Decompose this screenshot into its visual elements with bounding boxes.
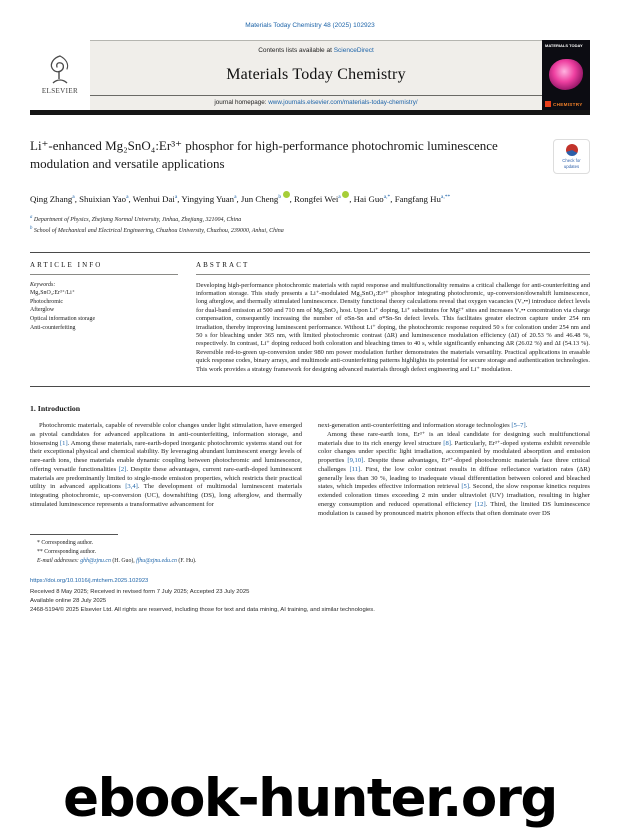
affiliation-text: Department of Physics, Zhejiang Normal University, Jinhua, Zhejiang, 321004, China — [32, 217, 242, 224]
info-abstract-section — [30, 252, 590, 387]
author-name: Yingying Yuan — [181, 194, 235, 205]
elsevier-tree-icon — [47, 55, 73, 85]
author-separator: , — [74, 194, 80, 205]
received-dates: Received 8 May 2025; Received in revised form 7 July 2025; Accepted 23 July 2025 — [30, 589, 250, 596]
footnote-rule — [30, 534, 118, 535]
affiliation — [30, 214, 590, 225]
copyright-line: 2468-5194/© 2025 Elsevier Ltd. All rights are reserved, including those for text and data mining, AI training, and similar technologies. — [30, 606, 375, 613]
author-separator: , — [236, 194, 241, 205]
abstract-column — [196, 261, 590, 374]
affiliation-superscript: a — [126, 194, 129, 201]
keyword: Photochromic — [30, 298, 64, 305]
available-online: Available online 28 July 2025 — [30, 598, 107, 605]
citation-ref[interactable]: [8] — [443, 439, 451, 447]
affiliation-superscript: a,* — [383, 194, 391, 201]
affiliation-superscript: a — [72, 194, 75, 201]
affiliation-superscript: a,** — [440, 194, 451, 201]
keyword: Optical information storage — [30, 316, 96, 323]
journal-homepage-link[interactable]: www.journals.elsevier.com/materials-today-chemistry/ — [268, 99, 418, 106]
author-name: Jun Cheng — [240, 194, 279, 205]
citation-ref[interactable]: [12] — [474, 500, 486, 508]
journal-title: Materials Today Chemistry — [226, 65, 406, 83]
homepage-label: journal homepage: — [214, 99, 269, 106]
affiliation-list — [30, 214, 590, 237]
author — [79, 194, 133, 204]
footnotes — [30, 534, 590, 565]
intro-paragraph-1: Photochromic materials, capable of reversible color changes under light stimulation, have emerged as pivotal candidates for advanced applications in anti-counterfeiting, information storage, and biosensing [1]. Among these materials, rare-earth-doped inorganic photochromic systems stand out for their exceptional physical and chemical stability. By leveraging abundant luminescent energy levels of rare-earth ions, these materials enable dynamic coupling between photochromic and luminescence, offering versatile functionalities [2]. Despite these advantages, current rare-earth-doped luminescent materials are predominantly limited to single-mode emission properties, which restricts their practical utility in advanced applications [3,4]. The development of multimodal luminescent materials integrating photochromic, up-conversion (UC), downshifting (DS), long afterglow, and thermally stimulated luminescence represents a transformative advancement for — [30, 421, 303, 508]
cover-journal-name: CHEMISTRY — [545, 101, 587, 107]
affiliation-superscript: a — [174, 194, 178, 201]
citation-ref[interactable]: [5] — [461, 483, 470, 491]
keyword: Mg₂SnO₄:Er³⁺/Li⁺ — [30, 289, 75, 296]
ebook-hunter-watermark: ebook-hunter.org — [63, 768, 557, 829]
intro-paragraph-1-continued: next-generation anti-counterfeiting and information storage technologies [5–7]. — [318, 421, 528, 429]
right-column — [318, 422, 590, 518]
affiliation-superscript: a — [338, 194, 341, 201]
sciencedirect-link[interactable]: ScienceDirect — [333, 47, 374, 54]
author-separator: , — [177, 194, 182, 205]
author — [133, 194, 182, 204]
email-guo-suffix: (H. Guo), — [110, 557, 137, 564]
masthead-center — [90, 40, 542, 110]
email-label: E-mail addresses: — [37, 557, 81, 564]
article-title: Li⁺-enhanced Mg₂SnO₄:Er³⁺ phosphor for high-performance photochromic luminescence modulation and versatile applications — [30, 138, 498, 172]
author — [395, 194, 451, 204]
affiliation-superscript: a — [234, 194, 237, 201]
abstract-rule — [196, 274, 590, 275]
email-hu-suffix: (F. Hu). — [176, 557, 197, 564]
citation-ref[interactable]: [1] — [59, 439, 68, 447]
intro-paragraph-2: Among these rare-earth ions, Er³⁺ is an ideal candidate for designing such multifunctional materials due to its rich energy level structure [8]. Particularly, Er³⁺-doped systems exhibit reversible color changes under specific light irradiation, accompanied by modulated absorption and emission properties [9,10]. Despite these advantages, Er³⁺-doped photochromic materials face three critical challenges [11]. First, the low color contrast results in diffuse reflectance variation rates (ΔR) generally less than 30 %, leading to inadequate visual differentiation between colored and bleached states, which impedes effective information retrieval [5]. Second, the slow response kinetics requires extended coloration times exceeding 2 min under ultraviolet (UV) irradiation, resulting in higher energy consumption and reduced operational efficiency [12]. Third, the limited DS luminescence modulation is caused by pronounced matrix phonon effects that often dominate over DS — [318, 430, 590, 517]
contents-prefix: Contents lists available at — [258, 47, 334, 54]
affiliation — [30, 225, 590, 236]
left-column — [30, 422, 302, 518]
cover-series-title: MATERIALS TODAY — [545, 43, 583, 48]
citation-ref[interactable]: [3,4] — [125, 483, 138, 491]
author — [181, 194, 241, 204]
affiliation-marker: b — [30, 226, 33, 232]
author-separator: , — [289, 194, 294, 205]
keyword: Afterglow — [30, 307, 55, 314]
title-row — [30, 137, 590, 174]
orcid-icon[interactable] — [283, 191, 290, 198]
body-columns — [30, 422, 590, 518]
keywords-list — [30, 289, 178, 333]
author-separator: , — [128, 194, 133, 205]
author-name: Rongfei Wei — [293, 194, 339, 205]
doi-link[interactable]: https://doi.org/10.1016/j.mtchem.2025.102923 — [30, 578, 149, 585]
elsevier-logo[interactable] — [30, 40, 90, 110]
citation-ref[interactable]: [5–7] — [511, 421, 526, 429]
journal-citation: Materials Today Chemistry 48 (2025) 102923 — [245, 22, 375, 29]
journal-masthead — [30, 40, 590, 110]
author — [294, 194, 354, 204]
author — [30, 194, 79, 204]
crossmark-icon — [566, 144, 578, 156]
check-for-updates-badge[interactable] — [553, 139, 590, 174]
citation-ref[interactable]: [2] — [118, 465, 127, 473]
affiliation-text: School of Mechanical and Electrical Engineering, Chuzhou University, Chuzhou, 239000, Anhui, China — [32, 228, 284, 235]
affiliation-marker: a — [30, 215, 33, 221]
keywords-label: Keywords: — [30, 281, 56, 288]
check-for-updates-label: Check for updates — [562, 158, 581, 169]
author-list — [30, 191, 590, 204]
author-name: Qing Zhang — [30, 194, 73, 205]
author-name: Shuixian Yao — [79, 194, 127, 205]
keyword: Anti-counterfeiting — [30, 325, 76, 332]
homepage-line — [90, 95, 542, 110]
masthead-divider-bar — [30, 110, 590, 115]
email-guo-link[interactable]: ghh@zjnu.cn — [80, 557, 111, 564]
contents-line — [258, 47, 374, 54]
article-footer — [30, 578, 590, 614]
author-name: Wenhui Dai — [132, 194, 175, 205]
cover-artwork — [549, 59, 583, 90]
author-name: Hai Guo — [353, 194, 384, 205]
corresponding-author-note-1: * Corresponding author. — [37, 540, 94, 547]
abstract-text: Developing high-performance photochromic materials with rapid response and multifunctionality remains a critical challenge for anti-counterfeiting and information storage. This study presents a Li⁺-modulated Mg₂SnO₄:Er³⁺ phosphor integrating photochromic, up-conversion/downshift luminescence, long afterglow, and thermally stimulated luminescence. Density functional theory calculations reveal that oxygen vacancies (Vₒ••) introduce defect levels for dual-band emission at 500 and 710 nm of Mg₂SnO₄ host. Upon Li⁺ doping, Li⁺ substitutes for Mg²⁺ sites and increases Vₒ•• concentration via charge compensation, consequently increasing the number of σSn-Sn and σ*Sn-Sn defect levels. This facilitates greater electron capture under 254 nm irradiation, thereby improving luminescent performance. Without Li⁺ doping, the photochromic response required 50 s for coloration under 254 nm and 50 s for bleaching under 365 nm, with limited photochromic contrast (ΔR) and luminescence modulation efficiency (ΔI) of 20.53 % and 46.48 %, respectively. In contrast, Li⁺ doping reduced both coloration and bleaching times to 40 s, while significantly enhancing ΔR (26.02 %) and ΔI (54.13 %). Reversible red-to-green up-conversion under 980 nm power modulation further demonstrates the materials versatility. Practical applications in erasable quick response codes, binary arrays, and multimode anti-counterfeiting patterns highlights its potential for secure storage and authentication technologies. This work provides a strategy framework for designing advanced materials through defect engineering and Li⁺ modulation. — [196, 281, 590, 373]
corresponding-author-note-2: ** Corresponding author. — [37, 549, 97, 556]
affiliation-superscript: b — [278, 194, 282, 201]
author — [241, 194, 294, 204]
article-info-column — [30, 261, 178, 374]
citation-ref[interactable]: [11] — [349, 465, 361, 473]
email-hu-link[interactable]: ffhu@zjnu.edu.cn — [136, 557, 177, 564]
author-separator: , — [390, 194, 395, 205]
article-info-heading: ARTICLE INFO — [30, 260, 103, 269]
elsevier-wordmark: ELSEVIER — [41, 87, 79, 95]
article-info-rule — [30, 274, 178, 275]
author-name: Fangfang Hu — [394, 194, 441, 205]
abstract-heading: ABSTRACT — [196, 260, 250, 269]
citation-ref[interactable]: [9,10] — [347, 457, 364, 465]
email-line — [30, 557, 590, 566]
author — [354, 194, 395, 204]
introduction-heading: 1. Introduction — [30, 403, 81, 413]
author-separator: , — [349, 194, 354, 205]
journal-cover-thumbnail[interactable] — [542, 40, 590, 110]
